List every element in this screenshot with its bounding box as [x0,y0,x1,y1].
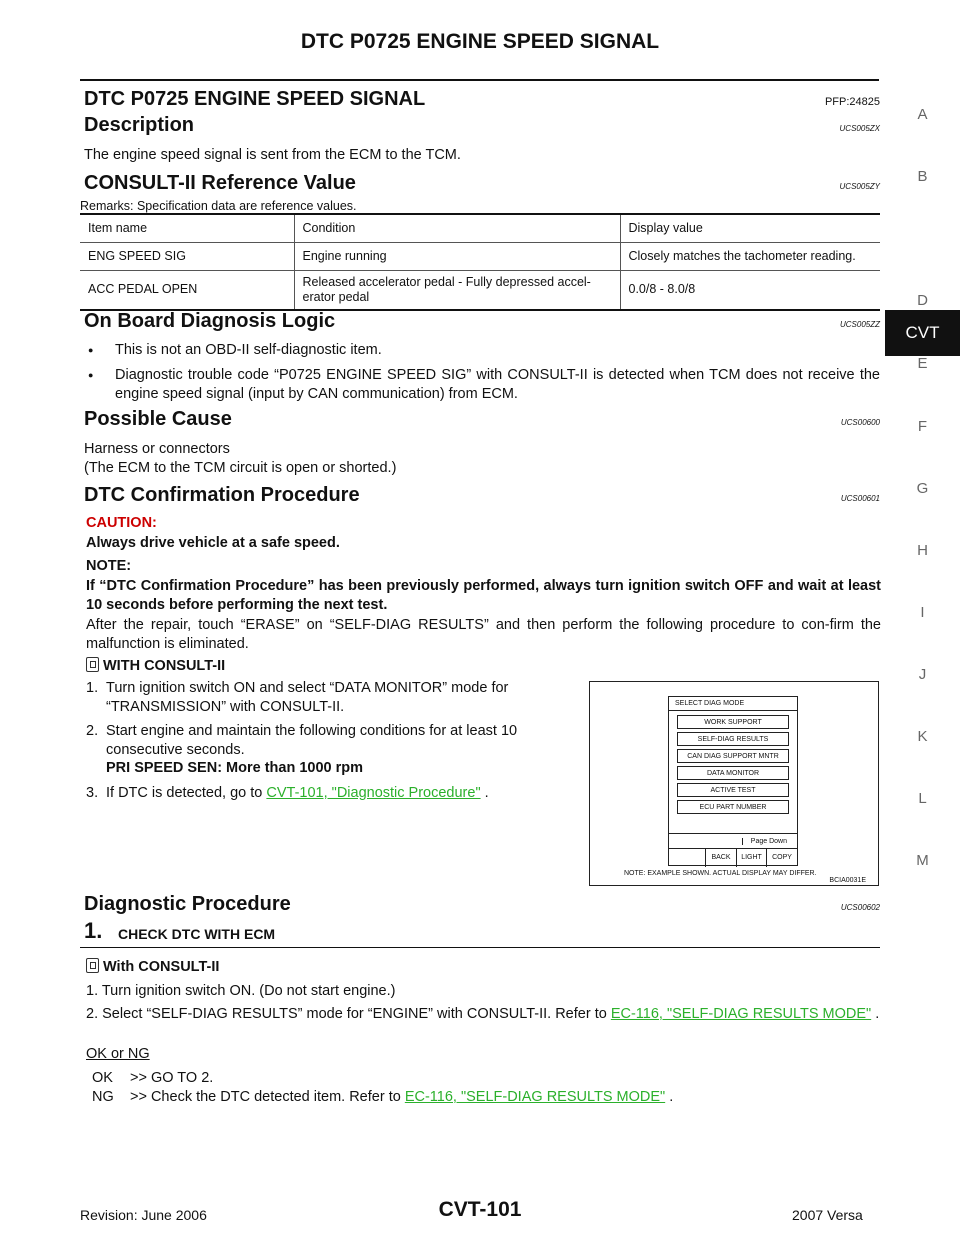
with-consult-heading [86,657,225,674]
footer-model: 2007 Versa [792,1207,863,1223]
check-step-heading [80,918,880,948]
dtc-confirmation-heading [80,484,880,510]
step-text: If DTC is detected, go to [106,784,263,801]
note-text: After the repair, touch “ERASE” on “SELF-DIAG RESULTS” and then perform the following procedure to con-firm the malfunction is eliminated. [86,616,881,652]
screen-menu-item: ACTIVE TEST [677,783,789,797]
column-header: Item name [80,214,294,242]
index-letter-e[interactable]: E [917,355,928,372]
table-cell: Released accelerator pedal - Fully depressed accel- erator pedal [294,270,620,310]
screen-title: SELECT DIAG MODE [669,697,797,711]
bullet-icon: ● [88,370,94,380]
possible-cause-heading [80,408,880,434]
step-text-end: . [484,784,489,801]
section-code: UCS00602 [840,903,880,912]
description-heading [80,114,880,140]
section-title: Description [84,114,195,136]
with-consult-subheading [86,958,219,975]
header-divider [80,79,879,81]
diagnostic-procedure-heading [80,893,880,919]
table-cell: ENG SPEED SIG [80,242,294,270]
reference-heading [80,172,880,198]
column-header: Condition [294,214,620,242]
section-code: UCS005ZZ [839,320,880,329]
section-code: UCS00601 [840,494,880,503]
index-letter-m[interactable]: M [916,852,929,869]
ng-text-end: . [669,1089,674,1105]
step-number: 1. [86,680,99,696]
consult-icon [86,657,99,672]
table-cell: Engine running [294,242,620,270]
index-letter-k[interactable]: K [917,728,928,745]
figure-note: NOTE: EXAMPLE SHOWN. ACTUAL DISPLAY MAY DIFFER. [624,870,817,877]
reference-remarks: Remarks: Specification data are reference values. [80,199,357,213]
possible-cause-line-2: (The ECM to the TCM circuit is open or shorted.) [84,460,397,476]
page-header-title: DTC P0725 ENGINE SPEED SIGNAL [300,30,660,53]
obd-logic-heading [80,310,880,336]
consult-screen-figure [589,681,879,886]
check-number: 1. [84,918,103,943]
ng-text: >> Check the DTC detected item. Refer to [130,1089,401,1105]
description-text: The engine speed signal is sent from the ECM to the TCM. [84,147,461,163]
footer-page-number: CVT-101 [438,1198,522,1221]
section-code: UCS005ZY [839,182,880,191]
caution-label: CAUTION: [86,515,157,531]
step-number: 2. [86,723,99,739]
column-header: Display value [620,214,880,242]
with-consult-label: With CONSULT-II [103,959,220,975]
ok-label: OK [92,1070,113,1086]
footer-revision: Revision: June 2006 [80,1207,207,1223]
caution-text: Always drive vehicle at a safe speed. [86,534,340,551]
ng-label: NG [92,1089,114,1105]
screen-back-button: BACK [705,849,736,867]
screen-menu-item: DATA MONITOR [677,766,789,780]
step-text: 2. Select “SELF-DIAG RESULTS” mode for “ENGINE” with CONSULT-II. Refer to [86,1006,607,1022]
step-condition: PRI SPEED SEN: More than 1000 rpm [106,760,364,776]
part-number: PFP:24825 [824,96,880,108]
diagnostic-procedure-link[interactable]: CVT-101, "Diagnostic Procedure" [266,784,481,801]
section-code: UCS005ZX [839,124,880,133]
index-letter-h[interactable]: H [917,542,928,559]
step-text-end: . [875,1006,880,1022]
ng-result-line [92,1089,673,1105]
section-title: Possible Cause [84,408,232,430]
consult-icon [86,958,99,973]
table-row [80,270,880,310]
list-item: This is not an OBD-II self-diagnostic item. [115,342,382,358]
confirmation-steps [86,679,581,808]
caution-note-block [86,514,881,655]
reference-table [80,213,880,311]
with-consult-label: WITH CONSULT-II [103,658,226,674]
screen-menu-item: WORK SUPPORT [677,715,789,729]
ok-text: >> GO TO 2. [130,1070,214,1086]
list-item [86,722,581,778]
step-text: Start engine and maintain the following conditions for at least 10 consecutive seconds. [106,723,518,758]
index-letter-a[interactable]: A [917,106,928,123]
index-letter-d[interactable]: D [917,292,928,309]
index-letter-i[interactable]: I [920,604,925,621]
diagnostic-step-2 [86,1005,881,1024]
screen-light-button: LIGHT [736,849,766,867]
section-code: UCS00600 [840,418,880,427]
diagnostic-step-1: 1. Turn ignition switch ON. (Do not start engine.) [86,983,396,999]
self-diag-results-link[interactable]: EC-116, "SELF-DIAG RESULTS MODE" [610,1006,872,1022]
main-title: DTC P0725 ENGINE SPEED SIGNAL [84,88,426,110]
figure-code: BCIA0031E [829,877,866,884]
possible-cause-line-1: Harness or connectors [84,441,230,457]
index-letter-b[interactable]: B [917,168,928,185]
index-letter-g[interactable]: G [916,480,929,497]
screen-page-down: Page Down [669,833,797,848]
self-diag-results-link[interactable]: EC-116, "SELF-DIAG RESULTS MODE" [404,1089,666,1105]
ok-or-ng-label: OK or NG [86,1046,150,1062]
list-item [86,784,581,803]
note-label: NOTE: [86,558,132,574]
consult-screen [668,696,798,866]
screen-menu-item: SELF-DIAG RESULTS [677,732,789,746]
list-item [86,679,581,716]
index-letter-f[interactable]: F [917,418,928,435]
section-title: On Board Diagnosis Logic [84,310,336,332]
list-item: Diagnostic trouble code “P0725 ENGINE SPEED SIG” with CONSULT-II is detected when TCM does not receive the engine speed signal (input by CAN communication) from ECM. [115,367,880,402]
section-title: CONSULT-II Reference Value [84,172,356,194]
check-title: CHECK DTC WITH ECM [118,926,276,942]
table-cell: Closely matches the tachometer reading. [620,242,880,270]
bullet-icon: ● [88,345,94,355]
screen-menu-item: CAN DIAG SUPPORT MNTR [677,749,789,763]
screen-button-bar [669,848,797,866]
section-title: Diagnostic Procedure [84,893,291,915]
screen-menu-item: ECU PART NUMBER [677,800,789,814]
table-header-row [80,214,880,242]
screen-copy-button: COPY [766,849,797,867]
main-title-row [80,88,880,114]
index-letter-j[interactable]: J [918,666,927,683]
table-cell: ACC PEDAL OPEN [80,270,294,310]
index-letter-l[interactable]: L [918,790,927,807]
index-tab-cvt[interactable]: CVT [885,310,960,356]
section-title: DTC Confirmation Procedure [84,484,360,506]
table-row [80,242,880,270]
table-cell: 0.0/8 - 8.0/8 [620,270,880,310]
ok-result-line [92,1070,213,1086]
step-text: Turn ignition switch ON and select “DATA MONITOR” mode for “TRANSMISSION” with CONSULT-II. [106,680,509,715]
step-number: 3. [86,784,99,801]
note-bold-text: If “DTC Confirmation Procedure” has been previously performed, always turn ignition switch OFF and wait at least 10 seconds before performing the next test. [86,577,881,613]
